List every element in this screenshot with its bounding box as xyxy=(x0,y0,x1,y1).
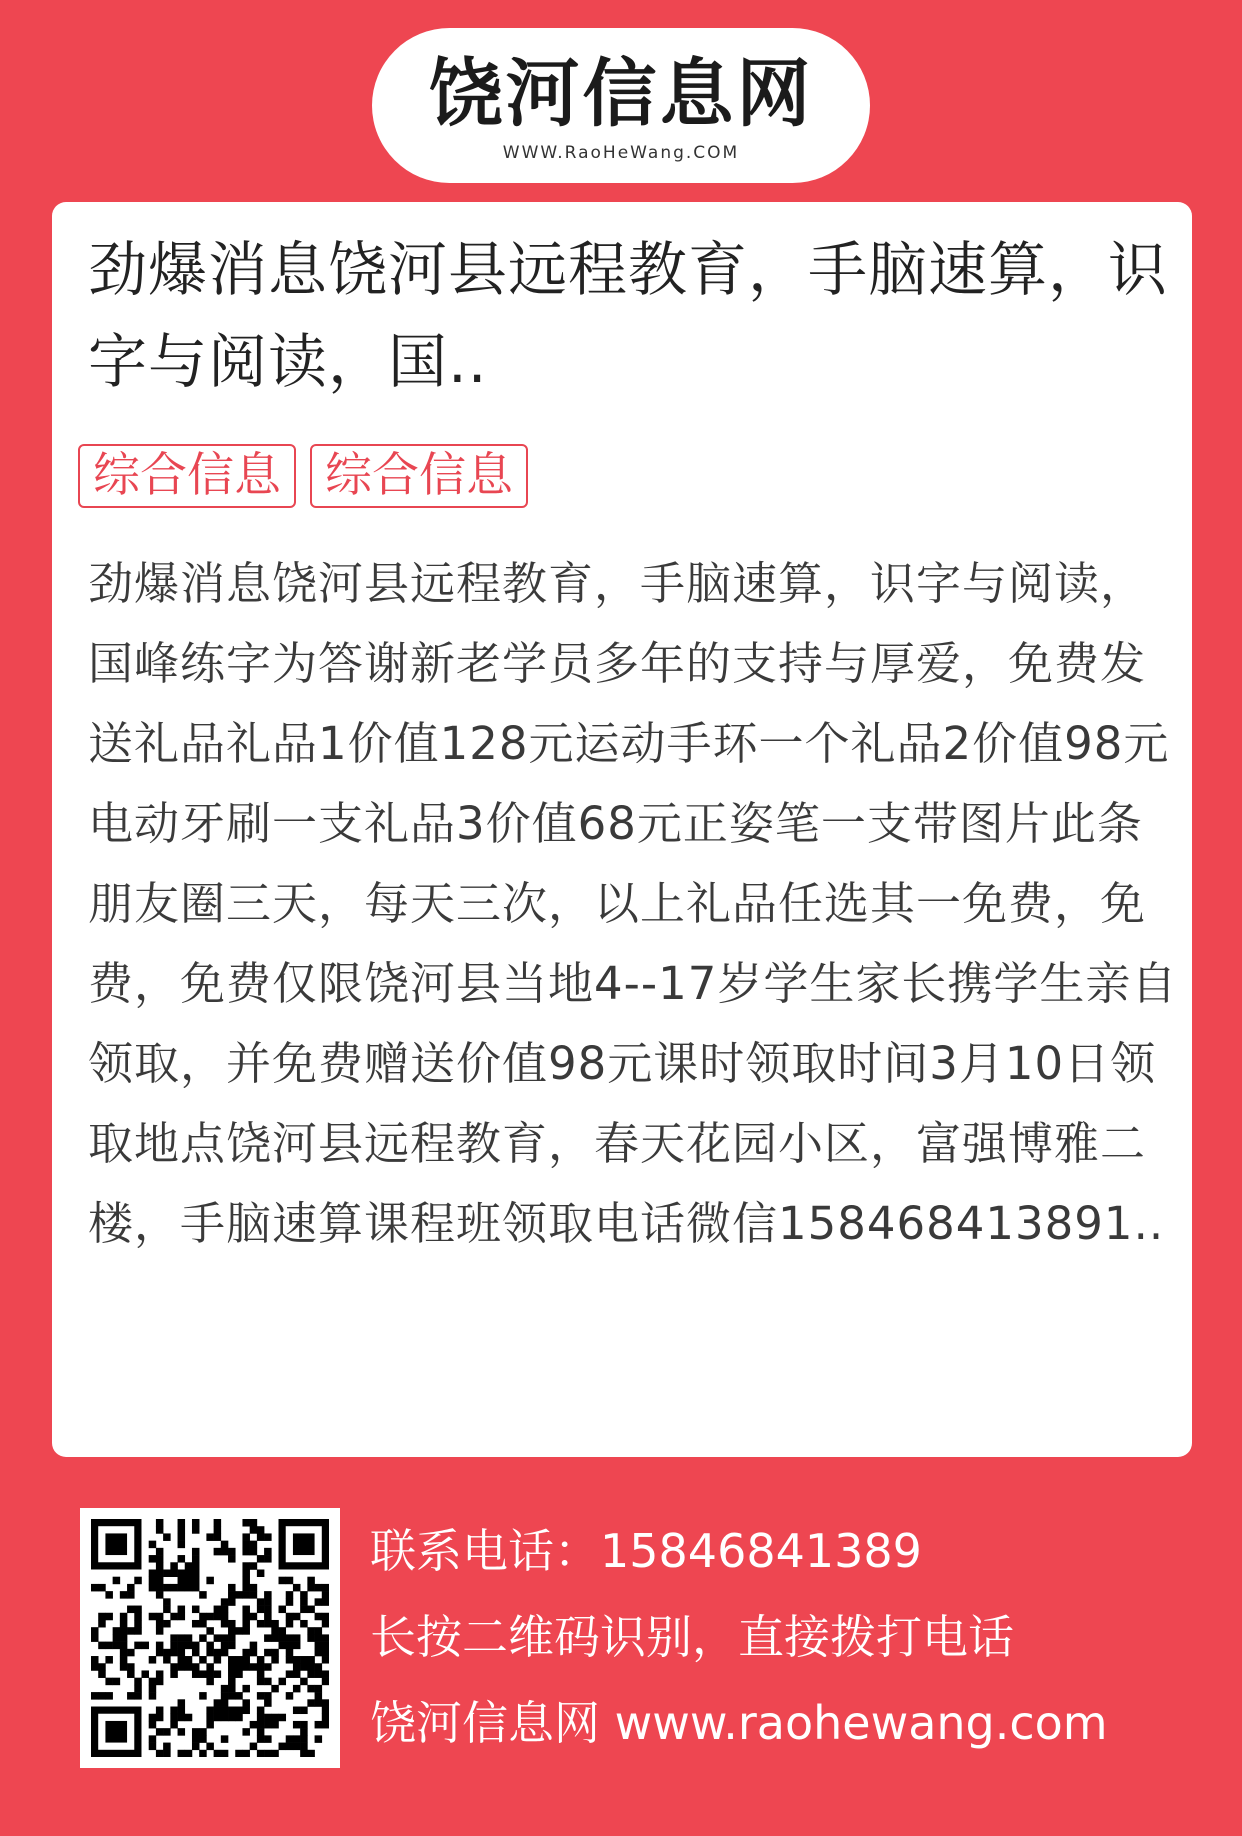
post-title: 劲爆消息饶河县远程教育，手脑速算，识字与阅读，国.. xyxy=(88,235,1169,396)
category-tag[interactable]: 综合信息 xyxy=(78,444,296,508)
qr-code-icon xyxy=(91,1519,329,1757)
post-card xyxy=(52,202,1192,1457)
site-footer-link[interactable]: 饶河信息网 www.raohewang.com xyxy=(370,1696,1108,1750)
qr-hint-text: 长按二维码识别，直接拨打电话 xyxy=(370,1610,1014,1664)
site-logo xyxy=(372,28,870,183)
contact-phone[interactable]: 联系电话：15846841389 xyxy=(370,1524,922,1578)
tag-list xyxy=(78,444,528,508)
logo-title: 饶河信息网 xyxy=(428,50,814,137)
category-tag[interactable]: 综合信息 xyxy=(310,444,528,508)
contact-info xyxy=(370,1508,1210,1766)
post-body: 劲爆消息饶河县远程教育，手脑速算，识字与阅读，国峰练字为答谢新老学员多年的支持与厚爱，免费发送礼品礼品1价值128元运动手环一个礼品2价值98元电动牙刷一支礼品3价值68元正姿笔一支带图片此条朋友圈三天，每天三次，以上礼品任选其一免费，免费，免费仅限饶河县当地4--17岁学生家长携学生亲自领取，并免费赠送价值98元课时领取时间3月10日领取地点饶河县远程教育，春天花园小区，富强博雅二楼，手脑速算课程班领取电话微信158468413891.. xyxy=(88,557,1178,1250)
logo-url: WWW.RaoHeWang.COM xyxy=(502,142,740,163)
qr-code[interactable] xyxy=(80,1508,340,1768)
